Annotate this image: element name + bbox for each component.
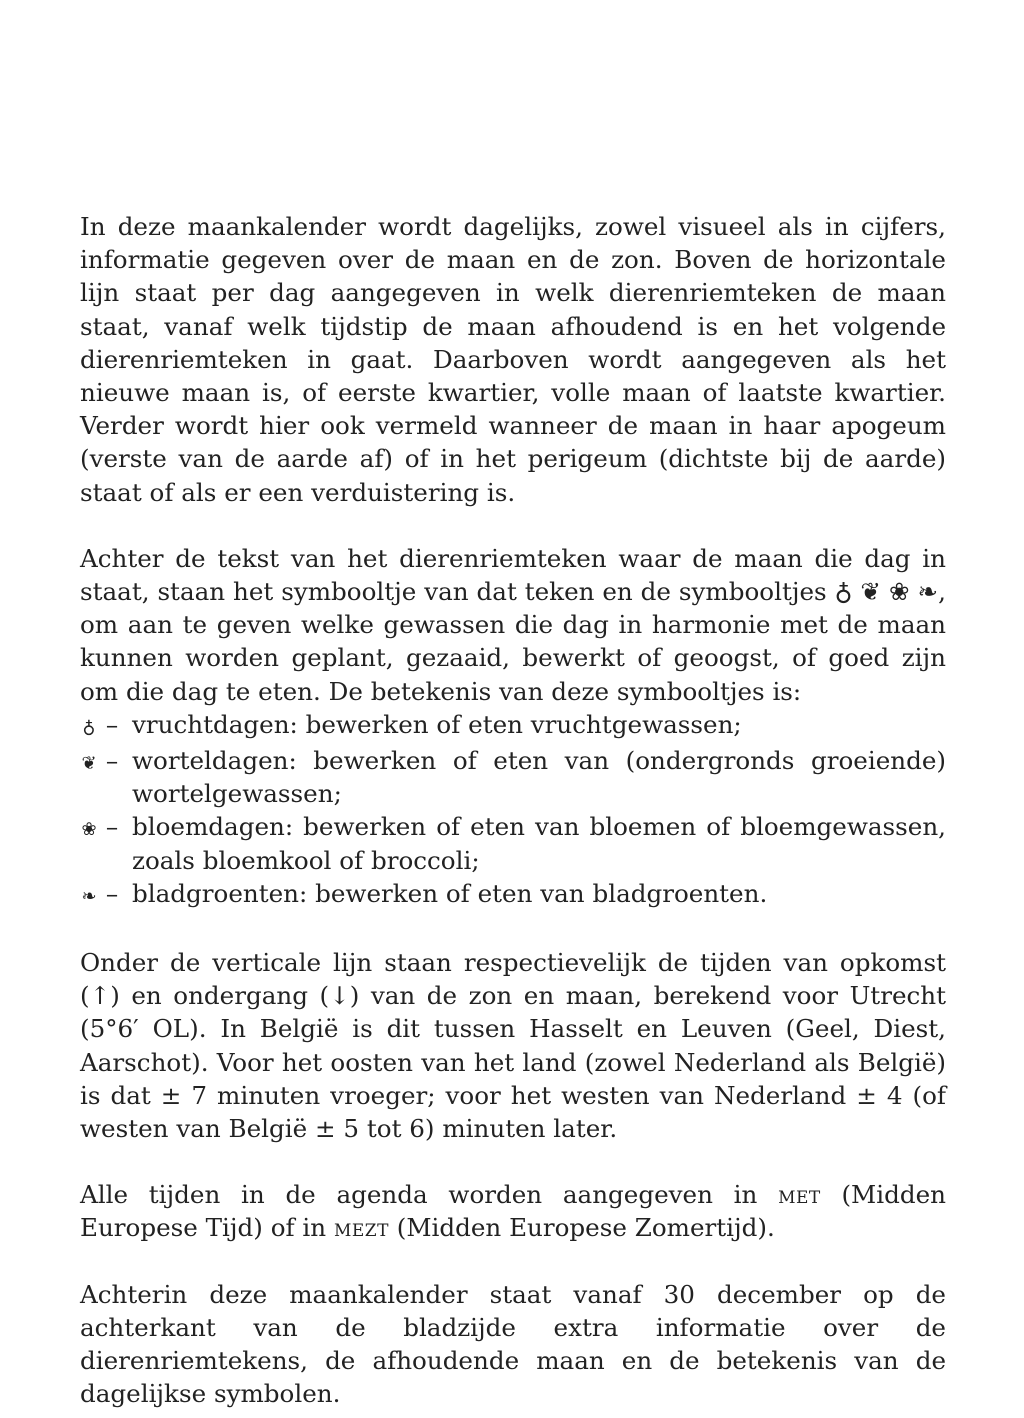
symbol-description: vruchtdagen: bewerken of eten vruchtgewassen; [132, 709, 742, 739]
mezt-abbreviation: mezt [333, 1213, 389, 1243]
list-item [80, 877, 946, 913]
symbol-dash: – [105, 746, 119, 776]
document-page [80, 210, 946, 1411]
symbols-intro-text-b: , om aan te geven welke gewassen die dag in harmonie met de maan kunnen worden geplant, gezaaid, bewerkt of geoogst, of goed zijn om die dag te eten. De betekenis van deze symbooltjes is: [80, 577, 946, 706]
timezone-text-a: Alle tijden in de agenda worden aangegeven in [80, 1180, 779, 1210]
symbols-intro-paragraph [80, 542, 946, 708]
list-item [80, 744, 946, 810]
symbol-dash: – [105, 878, 119, 908]
fruit-symbol-icon: ♁ [82, 716, 96, 738]
closing-paragraph: Achterin deze maankalender staat vanaf 30 december op de achterkant van de bladzijde extra informatie over de dierenriemtekens, de afhoudende maan en de betekenis van de dagelijkse symbolen. [80, 1279, 946, 1409]
symbol-marker [80, 877, 132, 913]
symbol-description: bladgroenten: bewerken of eten van bladgroenten. [132, 878, 768, 908]
symbol-description: bloemdagen: bewerken of eten van bloemen of bloemgewassen, zoals bloemkool of broccoli; [132, 812, 946, 875]
timezone-text-c: (Midden Europese Zomertijd). [388, 1213, 775, 1243]
leaf-symbol-icon: ❧ [81, 885, 97, 907]
intro-paragraph: In deze maankalender wordt dagelijks, zowel visueel als in cijfers, informatie gegeven over de maan en de zon. Boven de horizontale lijn staat per dag aangegeven in welk dierenriemteken de maan staat, vanaf welk tijdstip de maan afhoudend is en het volgende dierenriemteken in gaat. Daarboven wordt aangegeven als het nieuwe maan is, of eerste kwartier, volle maan of laatste kwartier. Verder wordt hier ook vermeld wanneer de maan in haar apogeum (verste van de aarde af) of in het perigeum (dichtste bij de aarde) staat of als er een verduistering is. [80, 212, 946, 507]
met-abbreviation: met [778, 1180, 821, 1210]
timezone-text-b: (Midden Europese Tijd) of in [80, 1180, 946, 1243]
symbol-list [80, 708, 946, 913]
list-item [80, 708, 946, 744]
symbols-intro-text-a: Achter de tekst van het dierenriemteken waar de maan die dag in staat, staan het symbooltje van dat teken en de symbooltjes [80, 543, 946, 607]
symbol-description: worteldagen: bewerken of eten van (ondergronds groeiende) wortelgewassen; [132, 746, 946, 809]
symbol-marker [80, 708, 132, 744]
symbol-marker [80, 744, 132, 780]
times-paragraph: Onder de verticale lijn staan respectievelijk de tijden van opkomst (↑) en ondergang (↓) van de zon en maan, berekend voor Utrecht (5°6′ OL). In België is dit tussen Hasselt en Leuven (Geel, Diest, Aarschot). Voor het oosten van het land (zowel Nederland als België) is dat ± 7 minuten vroeger; voor het westen van Nederland ± 4 (of westen van België ± 5 tot 6) minuten later. [80, 948, 946, 1144]
root-symbol-icon: ❦ [81, 753, 97, 775]
timezone-paragraph [80, 1178, 946, 1244]
inline-symbols-icon: ♁ ❦ ❀ ❧ [834, 577, 939, 607]
list-item [80, 810, 946, 876]
symbol-dash: – [105, 709, 119, 739]
symbol-marker [80, 810, 132, 846]
symbol-dash: – [105, 812, 119, 842]
flower-symbol-icon: ❀ [81, 819, 97, 841]
